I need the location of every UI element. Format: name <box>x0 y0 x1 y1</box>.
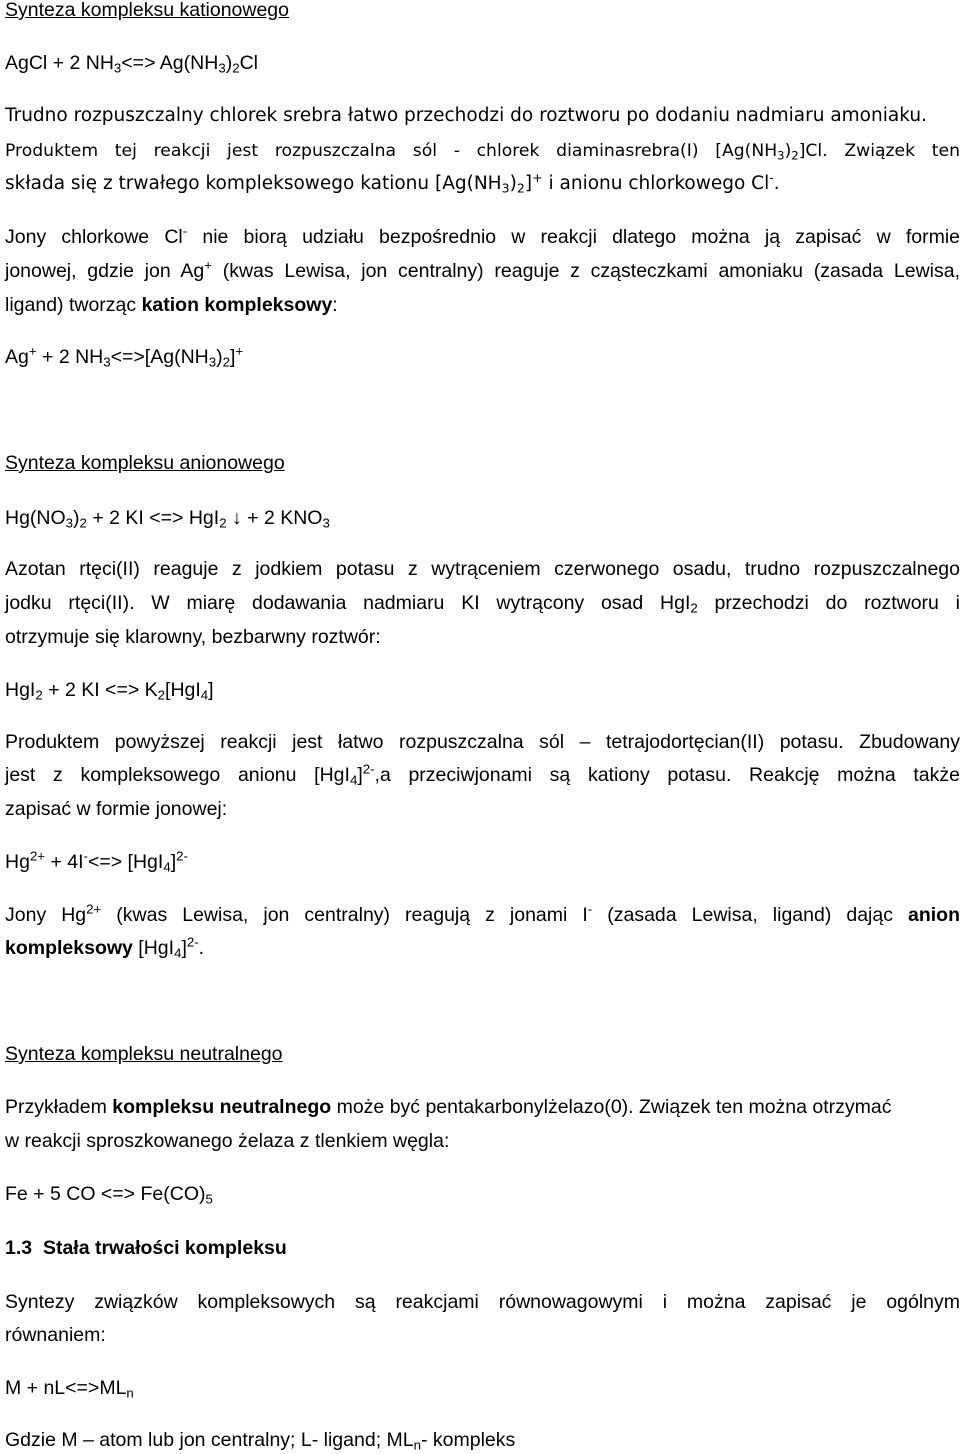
text-line: Syntezy związków kompleksowych są reakcjami równowagowymi i można zapisać je ogólnym <box>5 1291 960 1313</box>
equation-hgi2-ki: HgI$_2$ + 2 KI <=> $K_2[HgI_4]$ <box>5 679 214 703</box>
heading-anion-synthesis: Synteza kompleksu anionowego <box>5 452 285 474</box>
text-line: w reakcji sproszkowanego żelaza z tlenkiem węgla: <box>5 1130 450 1152</box>
text-line: równaniem: <box>5 1324 106 1346</box>
equation-general-complex: $M + nL<=>ML_n$ <box>5 1377 134 1401</box>
text-line: jonowej, gdzie jon Ag+ (kwas Lewisa, jon centralny) reaguje z cząsteczkami amoniaku (zasada Lewisa, <box>5 257 960 282</box>
text-line: kompleksowy $[HgI_4]^{2-}$. <box>5 934 205 961</box>
text-line: otrzymuje się klarowny, bezbarwny roztwór: <box>5 626 381 648</box>
text-line: Jony chlorkowe Cl- nie biorą udziału bezpośrednio w reakcji dlatego można ją zapisać w formie <box>5 223 960 248</box>
text-line: zapisać w formie jonowej: <box>5 798 228 820</box>
text-line: Trudno rozpuszczalny chlorek srebra łatwo przechodzi do roztworu po dodaniu nadmiaru amoniaku. <box>5 105 927 126</box>
equation-iron-carbonyl: Fe + 5 CO <=> $Fe(CO)_5$ <box>5 1183 213 1207</box>
equation-hg-iodide-ionic: $Hg^{2+} + 4I^-<=> [HgI_4]^{2-}$ <box>5 848 188 875</box>
section-heading-stability-constant: 1.3 Stała trwałości kompleksu <box>5 1237 287 1259</box>
equation-ag-ammonia-ionic: Ag+ + 2 $NH_3<=>[Ag(NH_3)_2]^+$ <box>5 343 244 370</box>
text-line: Produktem tej reakcji jest rozpuszczalna sól - chlorek diaminasrebra(I) $[Ag(NH_3)_2]Cl$. Związek ten <box>5 141 960 163</box>
legend-definitions: Gdzie M – atom lub jon centralny; L- ligand; $ML_n-$ kompleks <box>5 1429 516 1453</box>
text-line: jodku rtęci(II). W miarę dodawania nadmiaru KI wytrącony osad HgI$_2$ przechodzi do roztworu i <box>5 592 960 616</box>
text-line: jest z kompleksowego anionu $[HgI_4]^{2-},a$ przeciwjonami są kationy potasu. Reakcję można także <box>5 761 960 788</box>
text-line: Jony $Hg^{2+}$ (kwas Lewisa, jon centralny) reagują z jonami I- (zasada Lewisa, ligand) dając anion <box>5 901 960 926</box>
text-line: Azotan rtęci(II) reaguje z jodkiem potasu z wytrąceniem czerwonego osadu, trudno rozpuszczalnego <box>5 558 960 580</box>
term-complex: kompleksowy <box>5 937 133 959</box>
equation-agcl-ammonia: AgCl + 2 $NH_3<=> Ag(NH_3)_2Cl$ <box>5 52 258 76</box>
term-neutral-complex: kompleksu neutralnego <box>112 1096 332 1118</box>
heading-cation-synthesis: Synteza kompleksu kationowego <box>5 0 289 21</box>
term-cation-complex: kation kompleksowy <box>141 294 333 316</box>
text-line: Przykładem kompleksu neutralnego może być pentakarbonylżelazo(0). Związek ten można otrzymać <box>5 1096 892 1118</box>
text-line: Produktem powyższej reakcji jest łatwo rozpuszczalna sól – tetrajodortęcian(II) potasu. Zbudowany <box>5 731 960 753</box>
heading-neutral-synthesis: Synteza kompleksu neutralnego <box>5 1043 283 1065</box>
text-line: składa się z trwałego kompleksowego kationu $[Ag(NH_3)_2]^+$ i anionu chlorkowego Cl-. <box>5 170 780 196</box>
text-line: ligand) tworząc kation kompleksowy: <box>5 294 338 316</box>
term-anion: anion <box>907 904 960 926</box>
equation-mercury-nitrate: $Hg(NO_3)_2 + 2$ KI <=> HgI$_2$ ↓ + 2 $KNO_3$ <box>5 507 330 531</box>
